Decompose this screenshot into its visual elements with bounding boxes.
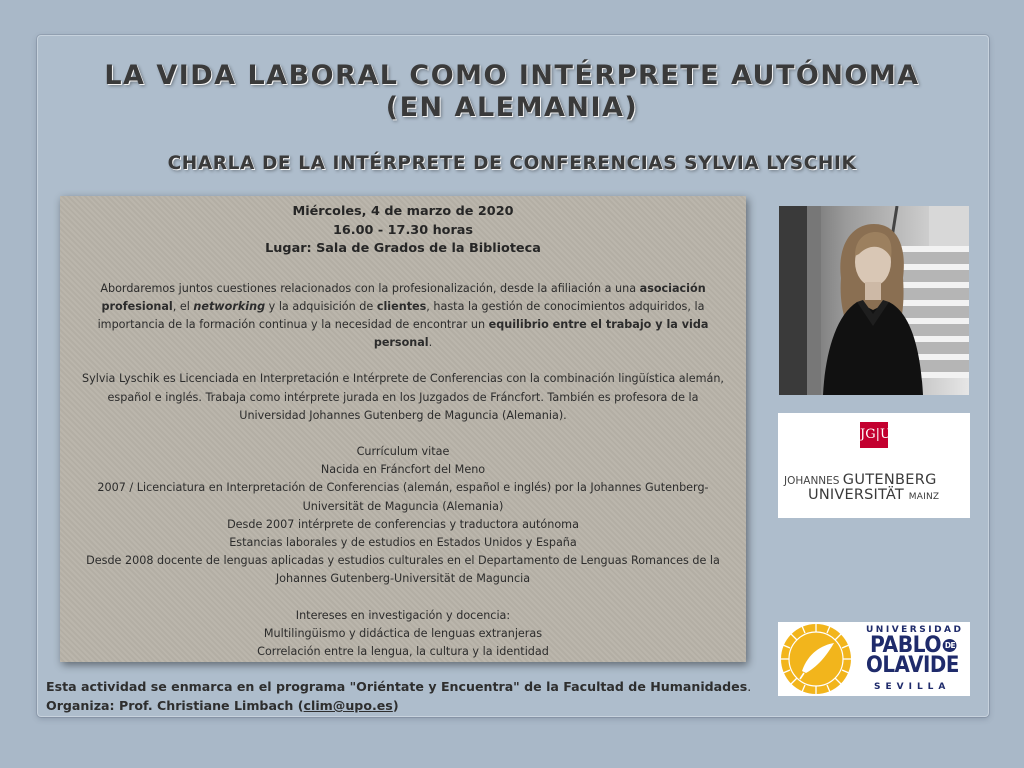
upo-sevilla: SEVILLA [874, 682, 951, 692]
footer-organizer-line [46, 696, 786, 715]
upo-logo [778, 622, 970, 696]
intro-bold-association: asociación profesional [101, 281, 706, 313]
speaker-photo-illustration [779, 206, 969, 395]
intro-bold-balance: equilibrio entre el trabajo y la vida personal [373, 317, 709, 350]
intro-paragraph [68, 280, 738, 353]
upo-olavide: OLAVIDE [866, 653, 959, 678]
cv-line: Johannes Gutenberg-Universität de Maguncia [275, 572, 531, 586]
jgu-universitaet: UNIVERSITÄT [808, 487, 904, 503]
cv-line: Estancias laborales y de estudios en Estados Unidos y España [229, 535, 577, 549]
intro-text-4: , hasta la gestión de conocimientos adquiridos, la importancia de la formación continua y la necesidad de encontrar un [97, 299, 705, 331]
footer-program-line [46, 677, 786, 696]
intro-text-5: . [428, 336, 433, 350]
jgu-logo-mark: JG|U [860, 422, 888, 448]
upo-de: DE [944, 641, 956, 650]
interests-heading: Intereses en investigación y docencia: [295, 608, 511, 622]
event-time: 16.00 - 17.30 horas [332, 222, 474, 238]
page-subtitle: CHARLA DE LA INTÉRPRETE DE CONFERENCIAS SYLVIA LYSCHIK [167, 153, 857, 174]
speaker-photo [779, 206, 969, 395]
intro-text-3: y la adquisición de [265, 299, 377, 313]
intro-bold-networking: networking [193, 299, 266, 313]
jgu-logo [778, 413, 970, 518]
jgu-mainz: MAINZ [908, 492, 940, 502]
page-title [60, 60, 964, 124]
intro-text-2: , el [172, 299, 194, 313]
cv-heading: Currículum vitae [356, 444, 450, 458]
bio-line-3: Universidad Johannes Gutenberg de Maguncia (Alemania). [239, 408, 567, 422]
cv-line: Universität de Maguncia (Alemania) [302, 499, 504, 513]
cv-line: Nacida en Fráncfort del Meno [320, 463, 486, 477]
upo-seal-icon [780, 623, 852, 695]
intro-bold-clients: clientes [376, 299, 427, 313]
organizer-email-link[interactable]: clim@upo.es [303, 698, 393, 713]
event-date: Miércoles, 4 de marzo de 2020 [292, 204, 514, 219]
info-panel [60, 196, 746, 662]
jgu-logo-line-1 [784, 472, 964, 488]
intro-text-1: Abordaremos juntos cuestiones relacionados con la profesionalización, desde la afiliación a una [100, 281, 640, 295]
jgu-gutenberg: GUTENBERG [842, 472, 937, 488]
cv-line: Desde 2007 intérprete de conferencias y traductora autónoma [227, 517, 579, 531]
title-line-2: (EN ALEMANIA) [385, 92, 639, 123]
cv-line: 2007 / Licenciatura en Interpretación de Conferencias (alemán, español e inglés) por la Johannes Gutenberg- [97, 481, 709, 495]
footer-organizer-text: Organiza: Prof. Christiane Limbach ( [46, 698, 304, 713]
footer-program-period: . [747, 679, 752, 694]
footer-program-text: Esta actividad se enmarca en el programa "Oriéntate y Encuentra" de la Facultad de Humanidades [46, 679, 748, 694]
upo-pablo-text: PABLO [870, 633, 942, 658]
footer [46, 677, 786, 715]
interests-line: Correlación entre la lengua, la cultura y la identidad [257, 644, 549, 658]
jgu-johannes: JOHANNES [784, 475, 840, 487]
jgu-logo-line-2 [808, 487, 968, 503]
upo-universidad: UNIVERSIDAD [866, 625, 964, 635]
bio-line-1: Sylvia Lyschik es Licenciada en Interpretación e Intérprete de Conferencias con la combinación lingüística alemán, [82, 372, 724, 386]
bio-line-2: español e inglés. Trabaja como intérprete jurada en los Juzgados de Fráncfort. También es profesora de la [107, 390, 699, 404]
title-line-1: LA VIDA LABORAL COMO INTÉRPRETE AUTÓNOMA [104, 60, 920, 91]
cv-line: Desde 2008 docente de lenguas aplicadas y estudios culturales en el Departamento de Lenguas Romances de la [86, 554, 720, 568]
event-place: Lugar: Sala de Grados de la Biblioteca [265, 241, 541, 256]
interests-line: Multilingüismo y didáctica de lenguas extranjeras [263, 626, 543, 640]
footer-organizer-close: ) [392, 698, 399, 713]
